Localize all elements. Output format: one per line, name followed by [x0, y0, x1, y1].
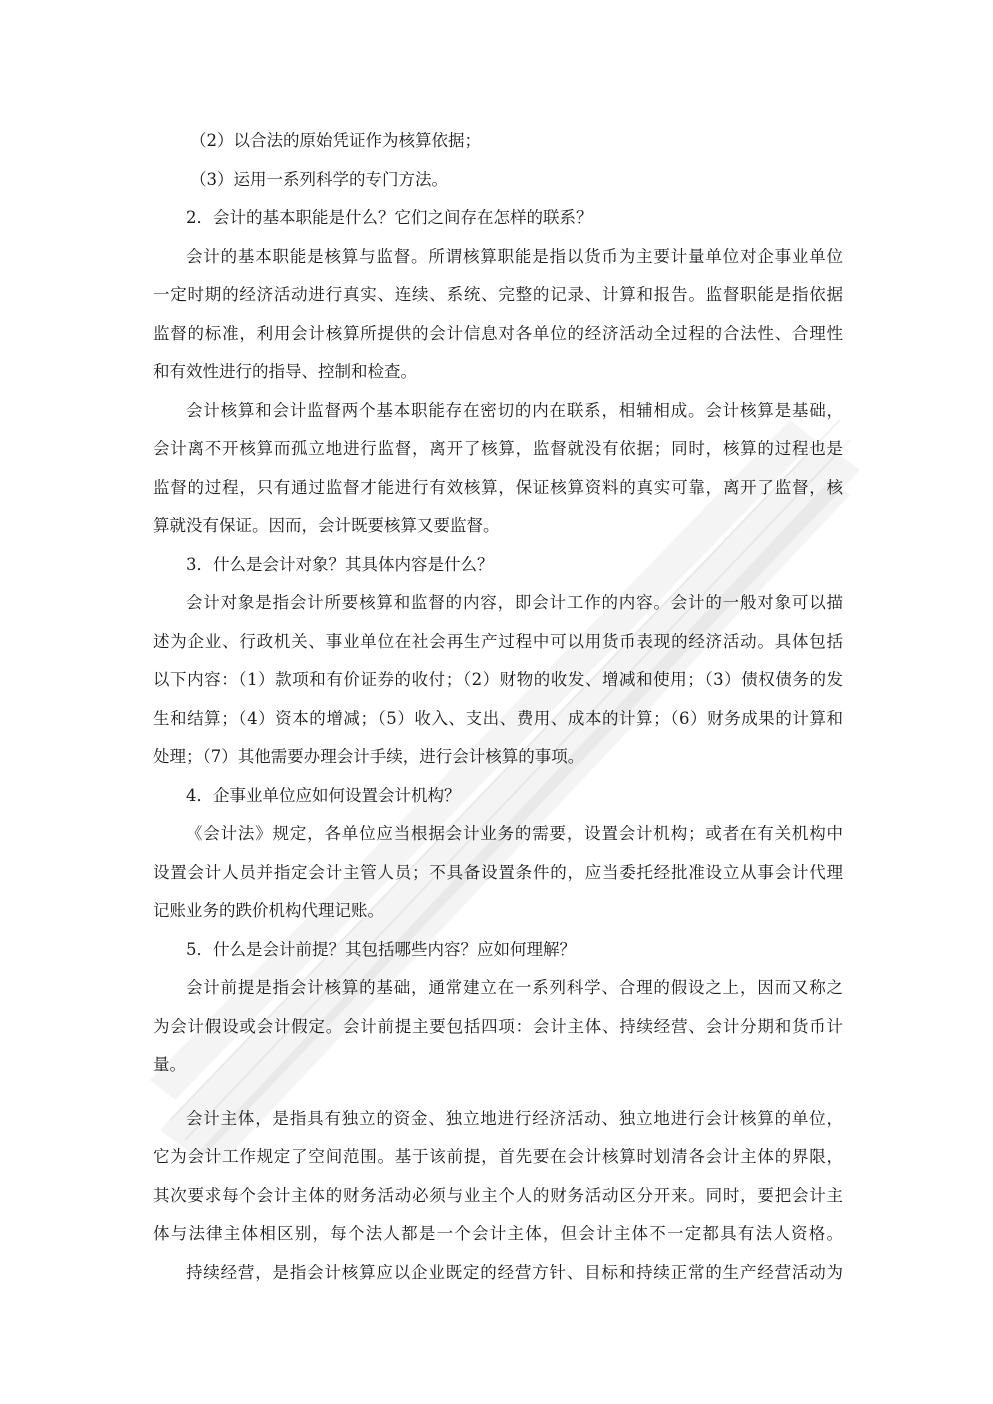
text-line: 会计的基本职能是核算与监督。所谓核算职能是指以货币为主要计量单位对企事业单位: [186, 246, 843, 266]
text-line: 会计主体，是指具有独立的资金、独立地进行经济活动、独立地进行会计核算的单位，: [186, 1108, 843, 1128]
text-line: 会计离不开核算而孤立地进行监督，离开了核算，监督就没有依据；同时，核算的过程也是: [153, 439, 843, 458]
text-line: 会计前提是指会计核算的基础，通常建立在一系列科学、合理的假设之上，因而又称之: [186, 978, 843, 997]
paragraph-gap: [153, 1085, 843, 1100]
text-line: 设置会计人员并指定会计主管人员；不具备设置条件的，应当委托经批准设立从事会计代理: [153, 862, 843, 882]
question-heading: 4．企事业单位应如何设置会计机构？: [186, 785, 461, 805]
text-line: 它为会计工作规定了空间范围。基于该前提，首先要在会计核算时划清各会计主体的界限，: [153, 1147, 843, 1166]
text-line: 《会计法》规定，各单位应当根据会计业务的需要，设置会计机构；或者在有关机构中: [186, 824, 843, 843]
text-line: 会计核算和会计监督两个基本职能存在密切的内在联系，相辅相成。会计核算是基础，: [186, 400, 843, 420]
text-line: 一定时期的经济活动进行真实、连续、系统、完整的记录、计算和报告。监督职能是指依据: [153, 285, 843, 304]
text-line: 监督的过程，只有通过监督才能进行有效核算，保证核算资料的真实可靠，离开了监督，核: [153, 477, 843, 497]
text-line: 记账业务的跌价机构代理记账。: [153, 901, 384, 920]
text-line: 监督的标准，利用会计核算所提供的会计信息对各单位的经济活动全过程的合法性、合理性: [153, 323, 843, 343]
text-line: 为会计假设或会计假定。会计前提主要包括四项：会计主体、持续经营、会计分期和货币计: [153, 1016, 843, 1036]
text-line: 量。: [153, 1055, 186, 1074]
text-line: 述为企业、行政机关、事业单位在社会再生产过程中可以用货币表现的经济活动。具体包括: [153, 631, 843, 651]
text-line: 体与法律主体相区别，每个法人都是一个会计主体，但会计主体不一定都具有法人资格。: [153, 1224, 843, 1243]
text-line: 会计对象是指会计所要核算和监督的内容，即会计工作的内容。会计的一般对象可以描: [186, 593, 843, 612]
question-heading: 3．什么是会计对象？其具体内容是什么？: [186, 554, 494, 574]
text-line: 以下内容：（1）款项和有价证券的收付；（2）财物的收发、增减和使用；（3）债权债务的发: [153, 670, 843, 689]
text-line: 其次要求每个会计主体的财务活动必须与业主个人的财务活动区分开来。同时，要把会计主: [153, 1185, 843, 1205]
text-line: 算就没有保证。因而，会计既要核算又要监督。: [153, 516, 500, 535]
text-line: 处理；（7）其他需要办理会计手续，进行会计核算的事项。: [153, 747, 585, 766]
text-line: 生和结算；（4）资本的增减；（5）收入、支出、费用、成本的计算；（6）财务成果的计算和: [153, 708, 843, 728]
text-line: （3）运用一系列科学的专门方法。: [190, 169, 448, 189]
text-line: 持续经营，是指会计核算应以企业既定的经营方针、目标和持续正常的生产经营活动为: [186, 1262, 843, 1282]
document-body: [153, 122, 843, 1292]
text-line: （2）以合法的原始凭证作为核算依据；: [190, 131, 481, 150]
question-heading: 2．会计的基本职能是什么？它们之间存在怎样的联系？: [186, 208, 593, 227]
text-line: 和有效性进行的指导、控制和检查。: [153, 362, 417, 381]
question-heading: 5．什么是会计前提？其包括哪些内容？应如何理解？: [186, 939, 576, 959]
